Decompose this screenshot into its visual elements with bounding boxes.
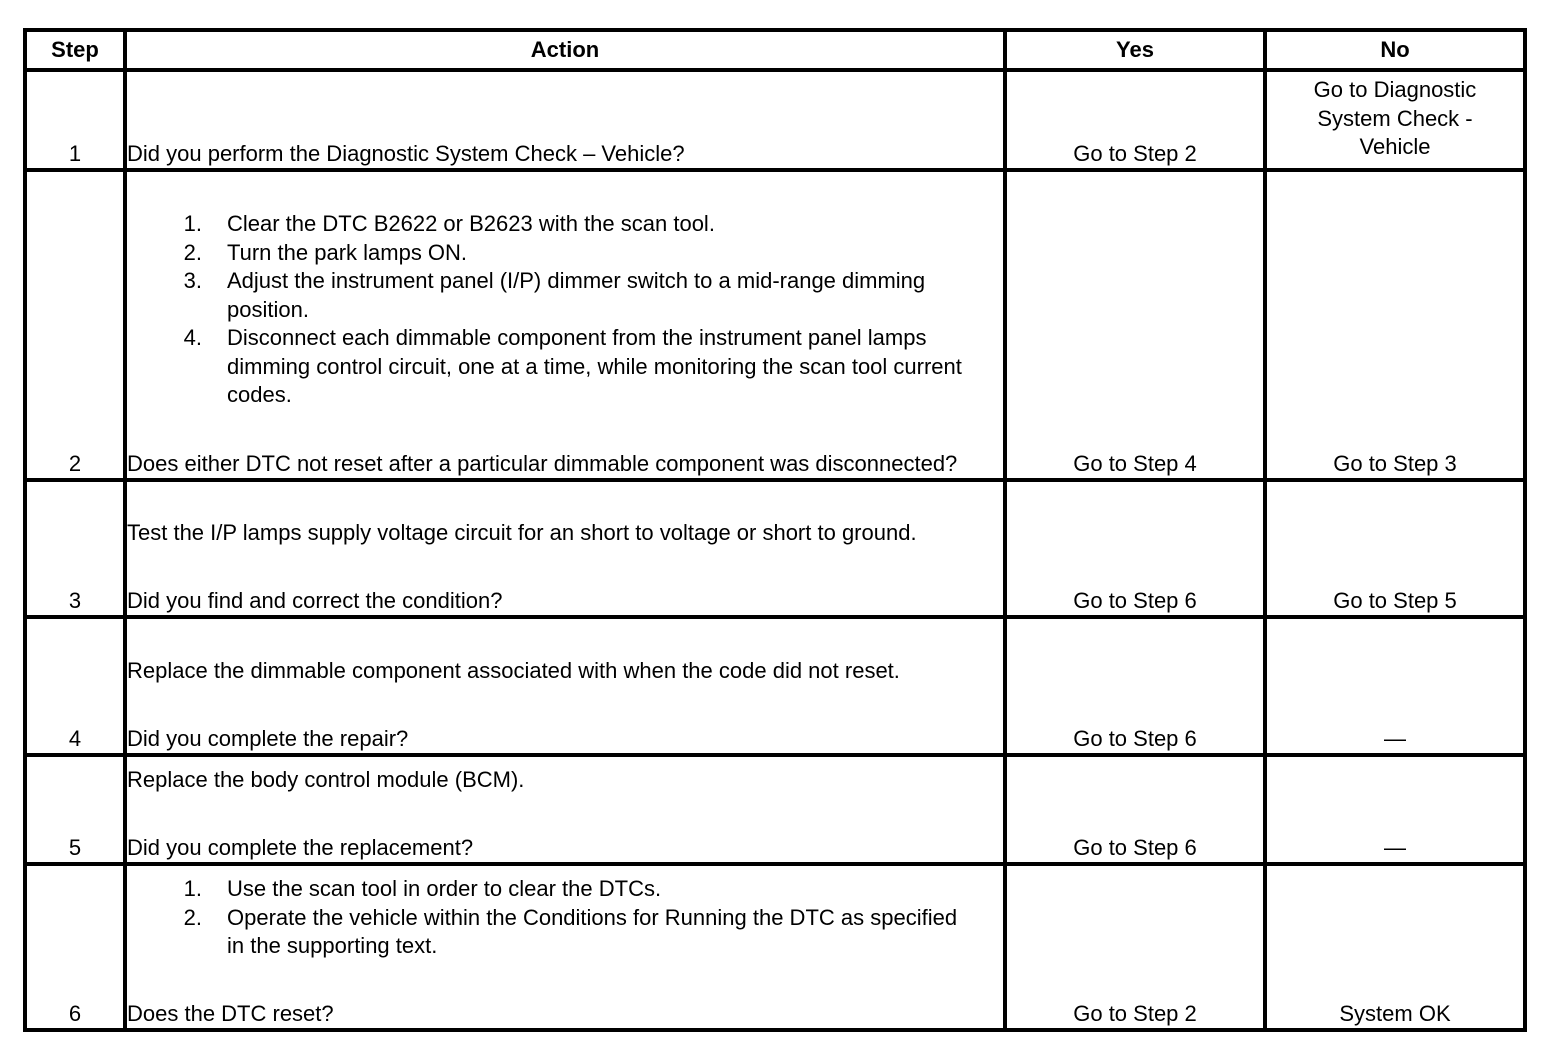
list-item-number: 1. [183,876,202,901]
no-cell: — [1265,617,1525,755]
action-question: Did you find and correct the condition? [127,587,503,613]
yes-cell: Go to Step 6 [1005,755,1265,864]
action-text: Test the I/P lamps supply voltage circuit for an short to voltage or short to ground. [127,520,917,545]
list-item-text: Disconnect each dimmable component from the instrument panel lamps dimming control circuit, one at a time, while monitoring the scan tool current codes. [227,325,962,407]
list-item [127,267,1003,324]
list-item [127,875,1003,904]
header-row [25,30,1525,70]
list-item [127,904,1003,961]
action-text: Replace the body control module (BCM). [127,767,525,792]
yes-cell: Go to Step 6 [1005,617,1265,755]
header-step: Step [25,30,125,70]
yes-cell: Go to Step 2 [1005,864,1265,1030]
no-cell: — [1265,755,1525,864]
action-text: Did you perform the Diagnostic System Check – Vehicle? [127,140,685,166]
step-number: 1 [25,70,125,170]
yes-cell: Go to Step 4 [1005,170,1265,480]
diagnostic-table [23,28,1527,1032]
table-row [25,480,1525,617]
action-steps-list [127,210,1003,410]
list-item-text: Turn the park lamps ON. [227,239,468,265]
step-number: 5 [25,755,125,864]
table-row [25,755,1525,864]
action-question: Did you complete the replacement? [127,834,474,860]
no-cell: Go to Diagnostic System Check - Vehicle [1265,70,1525,170]
list-item-text: Use the scan tool in order to clear the DTCs. [227,876,662,901]
yes-cell: Go to Step 6 [1005,480,1265,617]
table-row [25,70,1525,170]
no-cell: Go to Step 3 [1265,170,1525,480]
list-item-number: 1. [183,211,202,236]
action-question: Did you complete the repair? [127,725,409,751]
header-yes: Yes [1005,30,1265,70]
list-item-text: Clear the DTC B2622 or B2623 with the scan tool. [227,211,715,236]
action-cell [125,480,1005,617]
step-number: 4 [25,617,125,755]
action-cell [125,617,1005,755]
header-action: Action [125,30,1005,70]
header-no: No [1265,30,1525,70]
action-cell [125,755,1005,864]
no-cell: System OK [1265,864,1525,1030]
list-item [127,239,1003,268]
action-cell [125,170,1005,480]
list-item-number: 2. [183,904,202,930]
action-cell [125,864,1005,1030]
list-item [127,324,1003,410]
action-steps-list [127,875,1003,961]
list-item-number: 2. [183,239,202,265]
list-item-text: Adjust the instrument panel (I/P) dimmer switch to a mid-range dimming position. [227,268,926,322]
table-row [25,617,1525,755]
step-number: 6 [25,864,125,1030]
action-question: Does the DTC reset? [127,1000,334,1026]
no-cell: Go to Step 5 [1265,480,1525,617]
action-question: Does either DTC not reset after a particular dimmable component was disconnected? [127,450,958,476]
list-item-number: 4. [183,325,202,350]
step-number: 3 [25,480,125,617]
action-text: Replace the dimmable component associated with when the code did not reset. [127,658,900,683]
action-cell [125,70,1005,170]
list-item [127,210,1003,239]
step-number: 2 [25,170,125,480]
table-row [25,170,1525,480]
table-row [25,864,1525,1030]
list-item-number: 3. [183,268,202,293]
yes-cell: Go to Step 2 [1005,70,1265,170]
list-item-text: Operate the vehicle within the Conditions for Running the DTC as specified in the supporting text. [227,904,958,958]
